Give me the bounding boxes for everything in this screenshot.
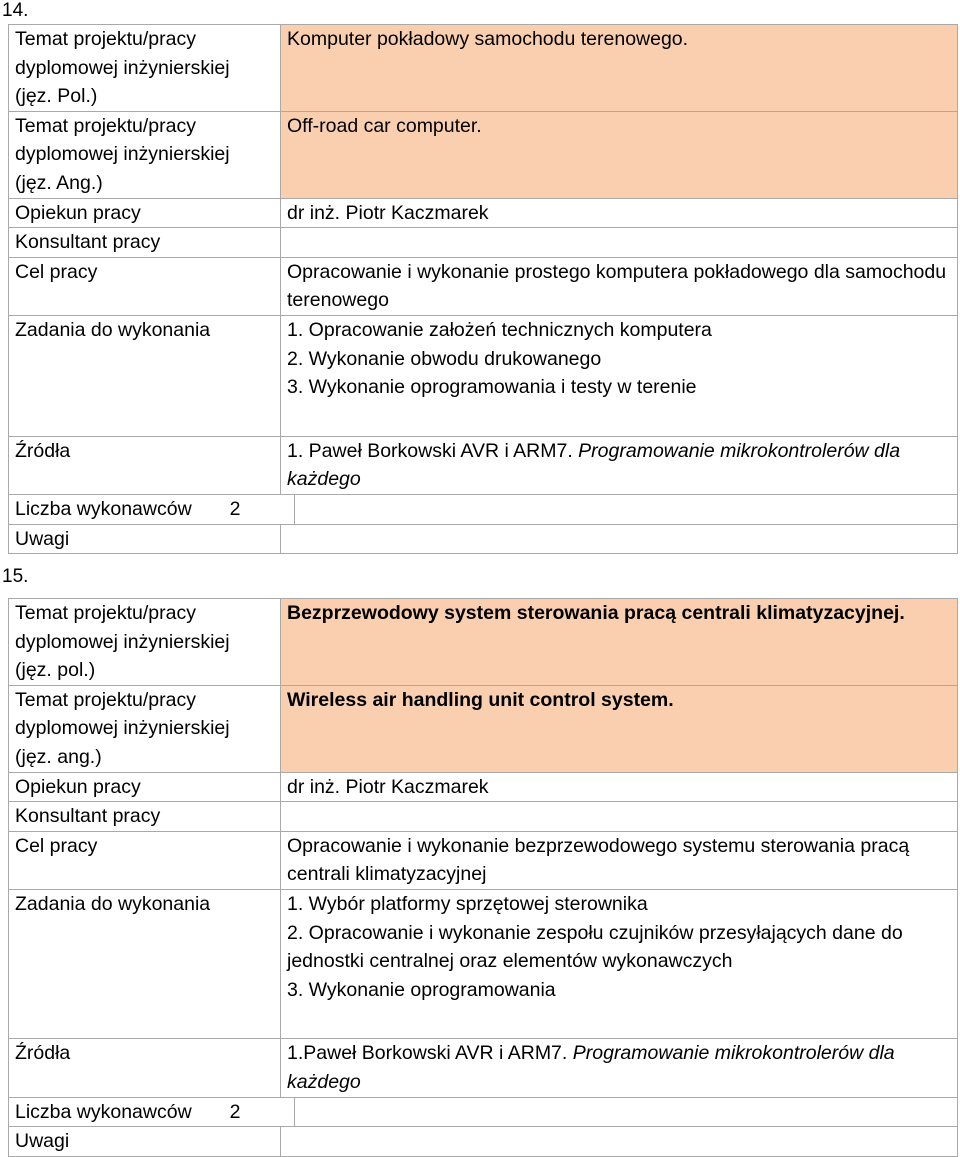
task-item: 1. Wybór platformy sprzętowej sterownika	[287, 892, 648, 915]
goal-value: Opracowanie i wykonanie prostego komputera pokładowego dla samochodu terenowego	[281, 257, 958, 315]
task-item: 3. Wykonanie oprogramowania i testy w terenie	[287, 376, 697, 399]
label-goal: Cel pracy	[9, 831, 281, 889]
count-cell	[295, 1097, 958, 1127]
project-table	[8, 598, 958, 1157]
label-topic-pl: Temat projektu/pracy dyplomowej inżynierskiej (jęz. pol.)	[9, 599, 281, 686]
label-tasks: Zadania do wykonania	[9, 315, 281, 436]
label-sources: Źródła	[9, 1039, 281, 1097]
topic-pl-value: Bezprzewodowy system sterowania pracą centrali klimatyzacyjnej.	[281, 599, 958, 686]
sources-text: 1. Paweł Borkowski AVR i ARM7.	[287, 439, 579, 462]
topic-en-value: Wireless air handling unit control system.	[281, 685, 958, 772]
goal-value: Opracowanie i wykonanie bezprzewodowego systemu sterowania pracą centrali klimatyzacyjnej	[281, 831, 958, 889]
notes-value	[281, 1127, 958, 1157]
row-consultant	[9, 228, 958, 258]
task-item: 3. Wykonanie oprogramowania	[287, 978, 556, 1001]
label-count: Liczba wykonawców 2	[9, 494, 295, 524]
task-item: 2. Opracowanie i wykonanie zespołu czujników przesyłających dane do jednostki centralnej oraz elementów wykonawczych	[287, 921, 903, 973]
row-count	[9, 494, 958, 524]
label-supervisor: Opiekun pracy	[9, 772, 281, 802]
sources-title: Programowanie mikrokontrolerów dla każdego	[287, 439, 901, 491]
task-item: 2. Wykonanie obwodu drukowanego	[287, 347, 602, 370]
consultant-value	[281, 228, 958, 258]
sources-title: Programowanie mikrokontrolerów dla każdego	[287, 1042, 895, 1093]
row-supervisor	[9, 198, 958, 228]
label-consultant: Konsultant pracy	[9, 228, 281, 258]
label-topic-en: Temat projektu/pracy dyplomowej inżynierskiej (jęz. Ang.)	[9, 111, 281, 198]
label-tasks: Zadania do wykonania	[9, 889, 281, 1038]
count-value: 2	[229, 497, 241, 520]
topic-en-value: Off-road car computer.	[281, 111, 958, 198]
row-sources	[9, 1039, 958, 1097]
label-count: Liczba wykonawców 2	[9, 1097, 295, 1127]
label-sources: Źródła	[9, 436, 281, 494]
row-topic-pl	[9, 25, 958, 112]
row-tasks	[9, 315, 958, 436]
label-notes: Uwagi	[9, 1127, 281, 1157]
label-consultant: Konsultant pracy	[9, 802, 281, 832]
count-cell	[295, 494, 958, 524]
supervisor-value: dr inż. Piotr Kaczmarek	[281, 772, 958, 802]
row-sources	[9, 436, 958, 494]
notes-value	[281, 524, 958, 554]
row-goal	[9, 257, 958, 315]
project-number: 14.	[2, 0, 29, 21]
row-notes	[9, 524, 958, 554]
row-tasks	[9, 889, 958, 1038]
sources-value	[281, 436, 958, 494]
row-goal	[9, 831, 958, 889]
sources-text: 1.Paweł Borkowski AVR i ARM7.	[287, 1042, 573, 1065]
row-topic-pl	[9, 599, 958, 686]
count-value: 2	[229, 1100, 241, 1123]
row-topic-en	[9, 685, 958, 772]
project-table	[8, 24, 958, 554]
project-number: 15.	[2, 566, 29, 587]
sources-value	[281, 1039, 958, 1097]
topic-pl-value: Komputer pokładowy samochodu terenowego.	[281, 25, 958, 112]
row-consultant	[9, 802, 958, 832]
row-topic-en	[9, 111, 958, 198]
row-notes	[9, 1127, 958, 1157]
label-topic-pl: Temat projektu/pracy dyplomowej inżynierskiej (jęz. Pol.)	[9, 25, 281, 112]
label-goal: Cel pracy	[9, 257, 281, 315]
row-supervisor	[9, 772, 958, 802]
tasks-value	[281, 889, 958, 1038]
label-supervisor: Opiekun pracy	[9, 198, 281, 228]
task-item: 1. Opracowanie założeń technicznych komputera	[287, 318, 712, 341]
consultant-value	[281, 802, 958, 832]
tasks-value	[281, 315, 958, 436]
supervisor-value: dr inż. Piotr Kaczmarek	[281, 198, 958, 228]
row-count	[9, 1097, 958, 1127]
label-notes: Uwagi	[9, 524, 281, 554]
label-topic-en: Temat projektu/pracy dyplomowej inżynierskiej (jęz. ang.)	[9, 685, 281, 772]
